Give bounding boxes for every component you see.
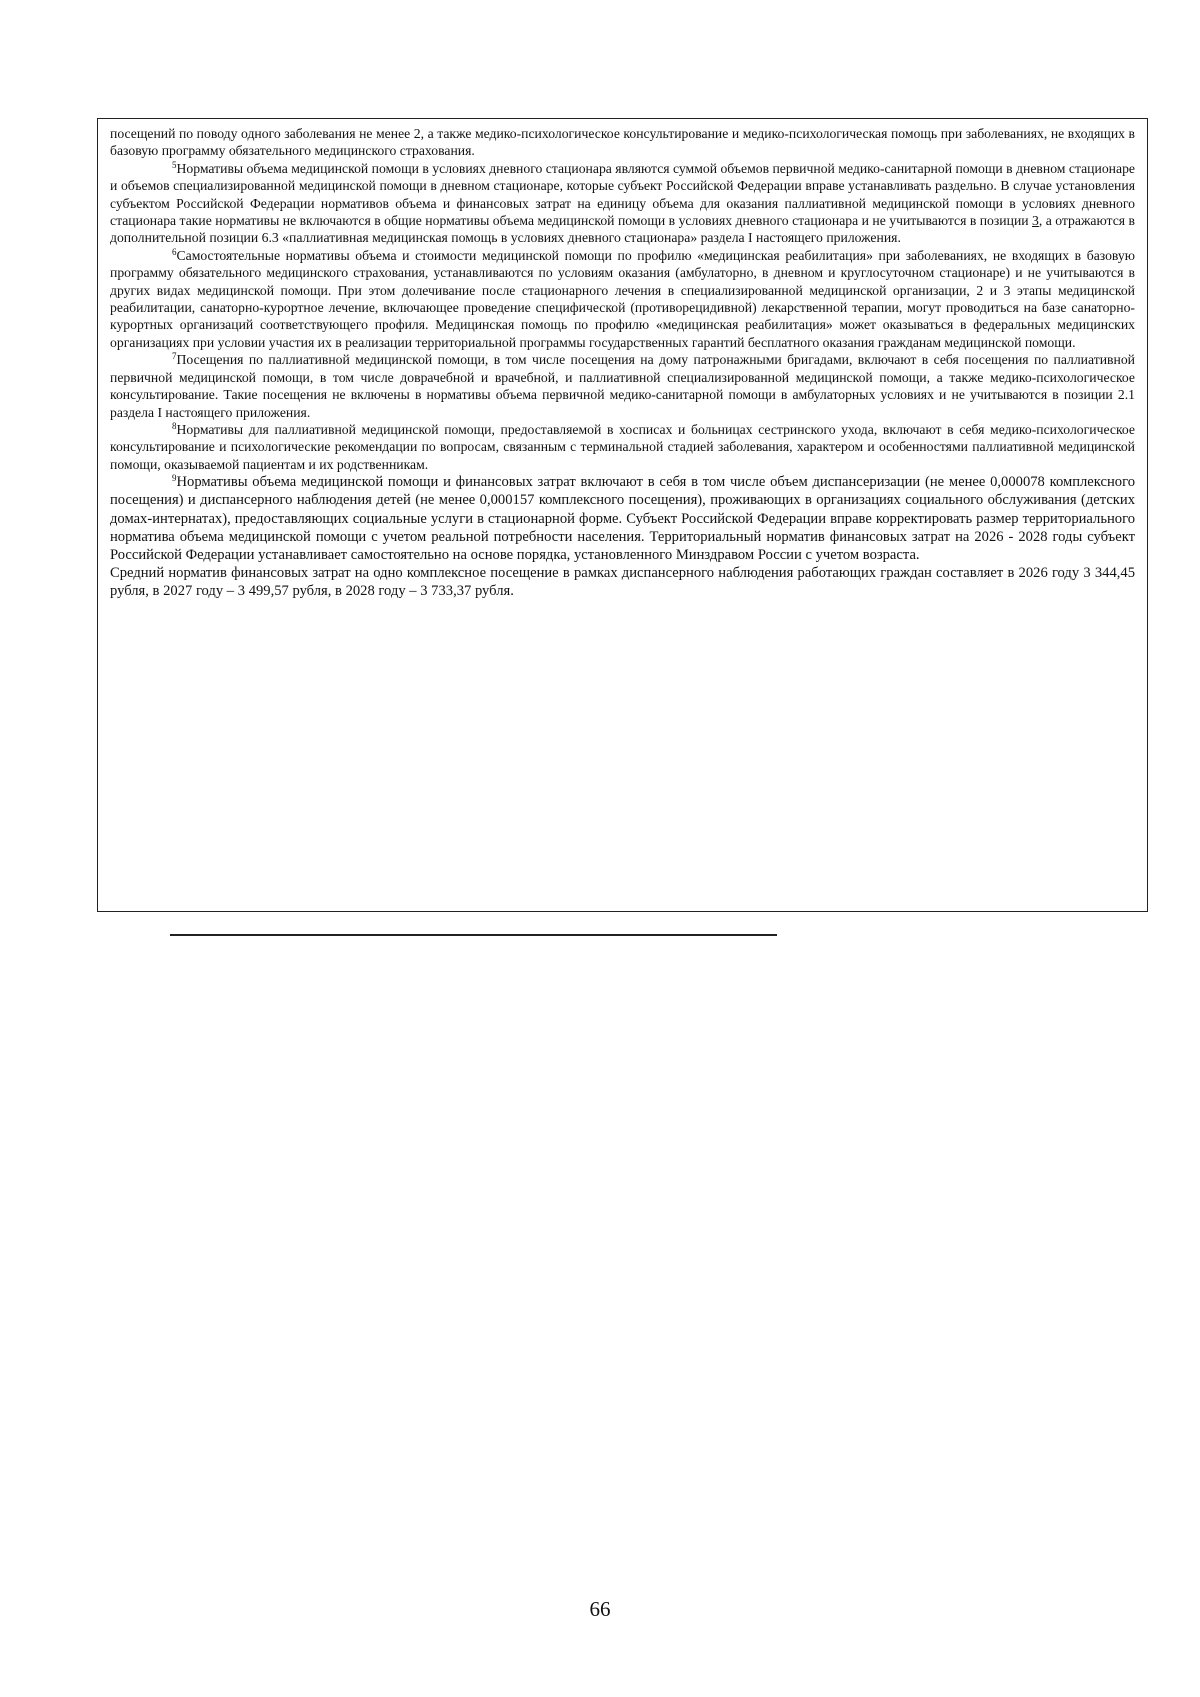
footnote-9-mark: 9	[172, 473, 177, 484]
footnote-5-link[interactable]: 3	[1032, 213, 1039, 229]
footnote-5-text-after: , а отражаются в дополнительной позиции 6.3 «паллиативная медицинская помощь в условиях дневного стационара» раздела I настоящего приложения.	[110, 213, 1135, 246]
footnote-continuation: посещений по поводу одного заболевания не менее 2, а также медико-психологическое консультирование и медико-психологическая помощь при заболеваниях, не входящих в базовую программу обязательного медицинского страхования.	[110, 126, 1135, 159]
footnote-6-text: Самостоятельные нормативы объема и стоимости медицинской помощи по профилю «медицинская реабилитация» при заболеваниях, не входящих в базовую программу обязательного медицинского страхования, устанавливаются по условиям оказания (амбулаторно, в дневном и круглосуточном стационаре) и не учитываются в других видах медицинской помощи. При этом долечивание после стационарного лечения в специализированной медицинской организации, 2 и 3 этапы медицинской реабилитации, санаторно-курортное лечение, включающее проведение специфической (противорецидивной) лекарственной терапии, могут проводиться на базе санаторно-курортных организаций соответствующего профиля. Медицинская помощь по профилю «медицинская реабилитация» может оказываться в федеральных медицинских организациях при условии участия их в реализации территориальной программы государственных гарантий бесплатного оказания гражданам медицинской помощи.	[110, 247, 1135, 350]
footnote-8	[110, 421, 1135, 473]
closing-note: Средний норматив финансовых затрат на одно комплексное посещение в рамках диспансерного наблюдения работающих граждан составляет в 2026 году 3 344,45 рубля, в 2027 году – 3 499,57 рубля, в 2028 году – 3 733,37 рубля.	[110, 565, 1135, 600]
footnote-7	[110, 351, 1135, 421]
footnote-8-text: Нормативы для паллиативной медицинской помощи, предоставляемой в хосписах и больницах сестринского ухода, включают в себя медико-психологическое консультирование и психологические рекомендации по вопросам, связанным с терминальной стадией заболевания, характером и особенностями паллиативной медицинской помощи, оказываемой пациентам и их родственникам.	[110, 421, 1135, 472]
footnote-9-text: Нормативы объема медицинской помощи и финансовых затрат включают в себя в том числе объем диспансеризации (не менее 0,000078 комплексного посещения) и диспансерного наблюдения детей (не менее 0,000157 комплексного посещения), проживающих в организациях социального обслуживания (детских домах-интернатах), предоставляющих социальные услуги в стационарной форме. Субъект Российской Федерации вправе корректировать размер территориального норматива объема медицинской помощи с учетом реальной потребности населения. Территориальный норматив финансовых затрат на 2026 - 2028 годы субъект Российской Федерации устанавливает самостоятельно на основе порядка, установленного Минздравом России с учетом возраста.	[110, 474, 1135, 563]
footnote-8-mark: 8	[172, 420, 177, 431]
footnote-9	[110, 473, 1135, 564]
footnotes-box	[97, 118, 1148, 912]
footnote-5	[110, 160, 1135, 247]
footnote-separator-line	[170, 934, 777, 936]
footnote-5-mark: 5	[172, 159, 177, 170]
footnote-5-text-before: Нормативы объема медицинской помощи в условиях дневного стационара являются суммой объемов первичной медико-санитарной помощи в дневном стационаре и объемов специализированной медицинской помощи в дневном стационаре, которые субъект Российской Федерации вправе устанавливать раздельно. В случае установления субъектом Российской Федерации нормативов объема и финансовых затрат на единицу объема для оказания паллиативной медицинской помощи в условиях дневного стационара такие нормативы не включаются в общие нормативы объема медицинской помощи в условиях дневного стационара и не учитываются в позиции	[110, 160, 1135, 229]
footnote-7-mark: 7	[172, 351, 177, 362]
page-number: 66	[589, 1597, 611, 1621]
footnote-7-text: Посещения по паллиативной медицинской помощи, в том числе посещения на дому патронажными бригадами, включают в себя посещения по паллиативной первичной медицинской помощи, в том числе доврачебной и врачебной, и паллиативной специализированной медицинской помощи, а также медико-психологическое консультирование. Такие посещения не включены в нормативы объема первичной медико-санитарной помощи в амбулаторных условиях и не учитываются в позиции 2.1 раздела I настоящего приложения.	[110, 352, 1135, 420]
footnote-6-mark: 6	[172, 246, 177, 257]
footnote-6	[110, 247, 1135, 351]
